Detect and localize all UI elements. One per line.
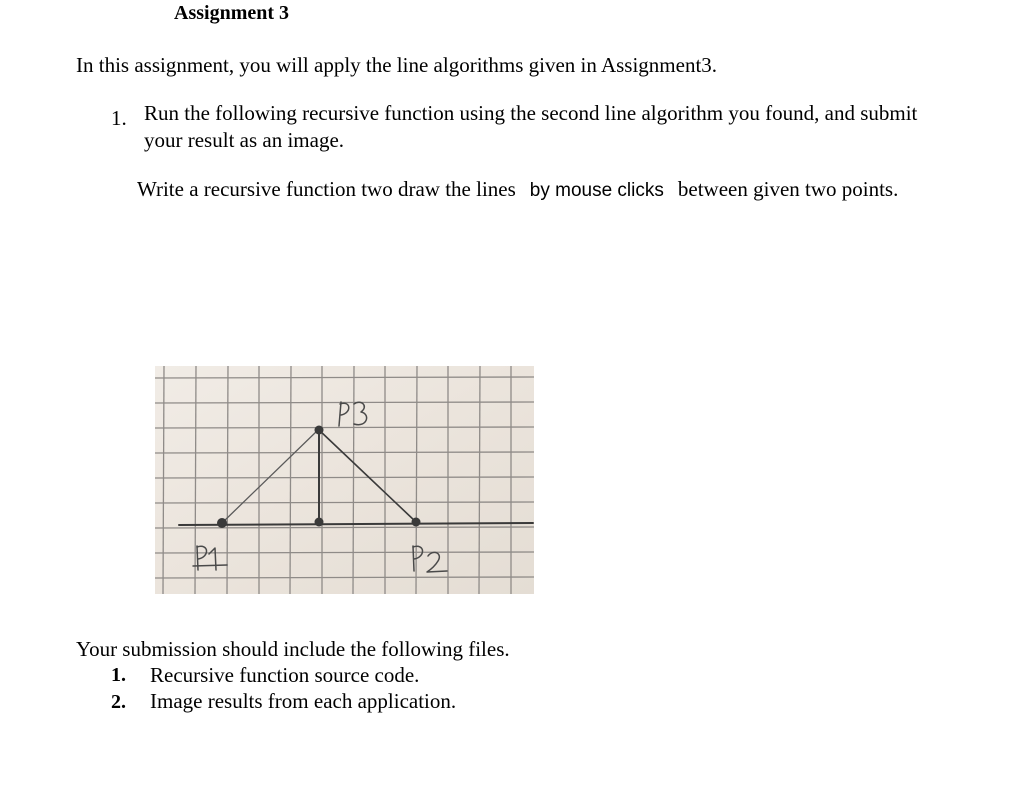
point-p2: [412, 518, 421, 527]
item-1-number: 1.: [111, 106, 127, 130]
submission-item-1-number: 1.: [111, 664, 126, 686]
item-1-line-1: Run the following recursive function using the second line algorithm you found, and submit: [144, 101, 918, 125]
task-part-3: between given two points.: [677, 177, 899, 201]
submission-heading: Your submission should include the following files.: [76, 637, 510, 661]
submission-item-2-text: Image results from each application.: [150, 689, 457, 713]
paper-background: [155, 366, 534, 594]
task-part-1: Write a recursive function two draw the lines: [137, 177, 516, 201]
point-midpoint: [315, 518, 324, 527]
task-statement: [137, 177, 898, 202]
point-p1: [217, 518, 227, 528]
item-1-line-2: your result as an image.: [144, 128, 345, 152]
point-p3: [315, 426, 324, 435]
submission-item-2-number: 2.: [111, 691, 126, 713]
sketch-svg: [155, 366, 534, 594]
page-title: Assignment 3: [174, 2, 290, 24]
intro-paragraph: In this assignment, you will apply the line algorithms given in Assignment3.: [76, 53, 718, 77]
task-part-mouse-clicks: by mouse clicks: [529, 180, 664, 201]
submission-item-1-text: Recursive function source code.: [150, 663, 420, 687]
hand-drawn-sketch-photo: [155, 366, 534, 594]
